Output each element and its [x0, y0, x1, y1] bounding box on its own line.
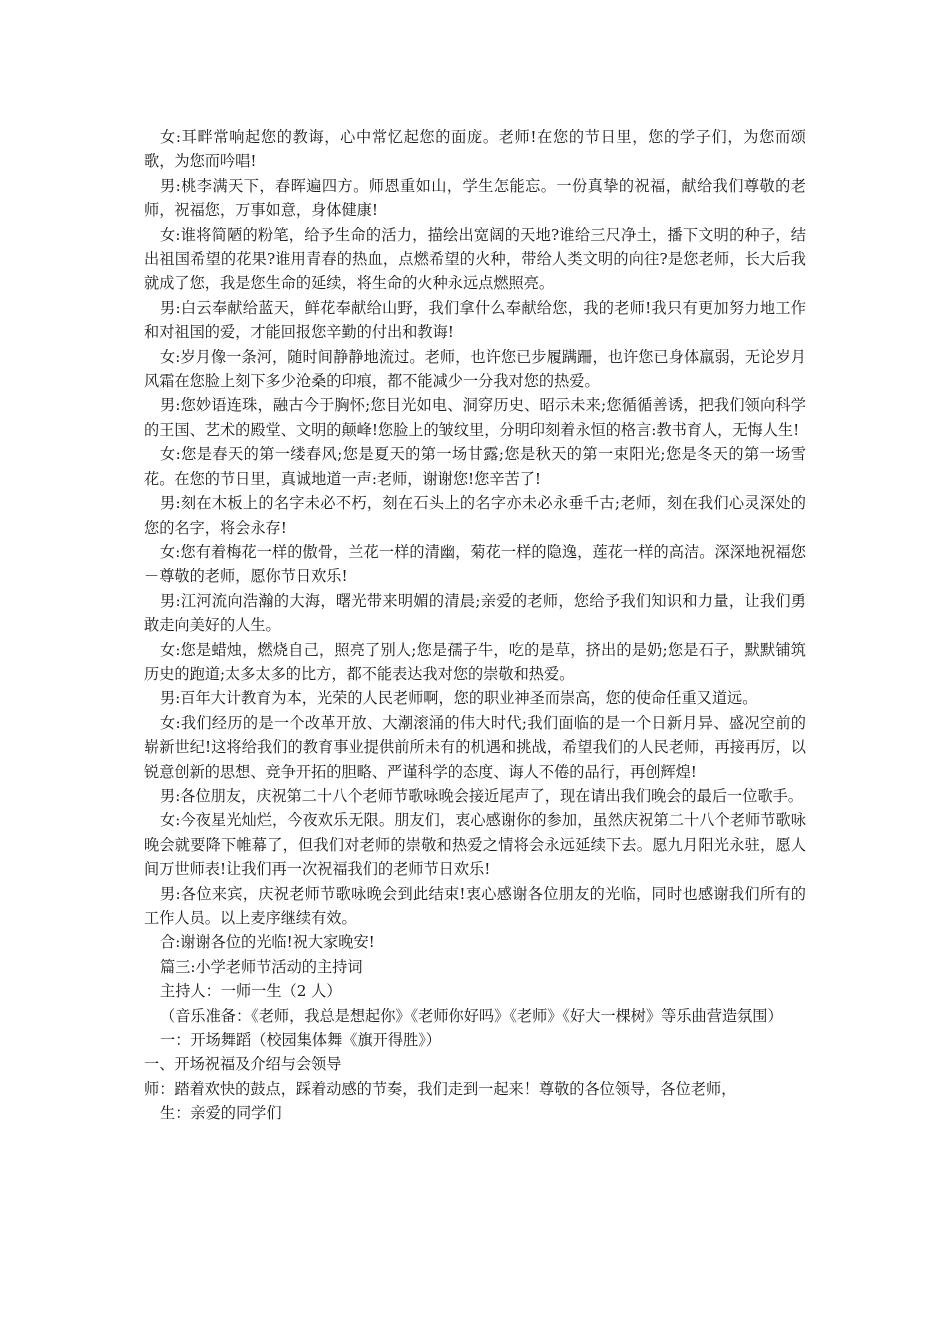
paragraph: 一：开场舞蹈（校园集体舞《旗开得胜》）	[160, 1031, 441, 1050]
paragraph: 男:各位来宾，庆祝老师节歌咏晚会到此结束!衷心感谢各位朋友的光临，同时也感谢我们所有的工作人员。以上麦序继续有效。	[144, 884, 806, 927]
paragraph: 女:谁将简陋的粉笔，给予生命的活力，描绘出宽阔的天地?谁给三尺净土，播下文明的种子，结出祖国希望的花果?谁用青春的热血，点燃希望的火种，带给人类文明的向往?是您老师，长大后我就成了您，我是您生命的延续，将生命的火种永远点燃照亮。	[144, 225, 806, 293]
paragraph: 合:谢谢各位的光临!祝大家晚安!	[160, 933, 375, 952]
paragraph: 女:我们经历的是一个改革开放、大潮滚涌的伟大时代;我们面临的是一个日新月异、盛况空前的崭新世纪!这将给我们的教育事业提供前所未有的机遇和挑战，希望我们的人民老师，再接再厉，以锐意创新的思想、竞争开拓的胆略、严谨科学的态度、诲人不倦的品行，再创辉煌!	[144, 713, 806, 781]
paragraph: 男:您妙语连珠，融古今于胸怀;您目光如电、洞穿历史、昭示未来;您循循善诱，把我们领向科学的王国、艺术的殿堂、文明的颠峰!您脸上的皱纹里，分明印刻着永恒的格言:教书育人，无悔人生!	[144, 396, 806, 439]
paragraph: （音乐准备：《老师，我总是想起你》《老师你好吗》《老师》《好大一棵树》等乐曲营造氛围）	[160, 1006, 783, 1025]
section-heading: 篇三:小学老师节活动的主持词	[160, 957, 363, 976]
paragraph: 女:您有着梅花一样的傲骨，兰花一样的清幽，菊花一样的隐逸，莲花一样的高洁。深深地祝福您－尊敬的老师，愿你节日欢乐!	[144, 542, 806, 586]
paragraph: 男:刻在木板上的名字未必不朽，刻在石头上的名字亦未必永垂千古;老师，刻在我们心灵深处的您的名字，将会永存!	[144, 494, 806, 537]
paragraph: 女:耳畔常响起您的教诲，心中常忆起您的面庞。老师!在您的节日里，您的学子们，为您而颂歌，为您而吟唱!	[144, 128, 806, 171]
paragraph: 师：踏着欢快的鼓点，踩着动感的节奏，我们走到一起来！尊敬的各位领导，各位老师，	[144, 1079, 737, 1098]
paragraph: 生：亲爱的同学们	[160, 1104, 282, 1123]
paragraph: 男:百年大计教育为本，光荣的人民老师啊，您的职业神圣而崇高，您的使命任重又道远。	[160, 689, 758, 708]
paragraph: 女:您是蜡烛，燃烧自己，照亮了别人;您是孺子牛，吃的是草，挤出的是奶;您是石子，默默铺筑历史的跑道;太多太多的比方，都不能表达我对您的崇敬和热爱。	[144, 640, 806, 683]
paragraph: 男:白云奉献给蓝天，鲜花奉献给山野，我们拿什么奉献给您，我的老师!我只有更加努力地工作和对祖国的爱，才能回报您辛勤的付出和教诲!	[144, 298, 806, 342]
document-body	[144, 125, 806, 1126]
paragraph: 女:今夜星光灿烂，今夜欢乐无限。朋友们，衷心感谢你的参加，虽然庆祝第二十八个老师节歌咏晚会就要降下帷幕了，但我们对老师的崇敬和热爱之情将会永远延续下去。愿九月阳光永驻，愿人间万世师表!让我们再一次祝福我们的老师节日欢乐!	[144, 811, 806, 879]
paragraph: 女:您是春天的第一缕春风;您是夏天的第一场甘露;您是秋天的第一束阳光;您是冬天的第一场雪花。在您的节日里，真诚地道一声:老师，谢谢您!您辛苦了!	[144, 445, 806, 488]
paragraph: 男:各位朋友，庆祝第二十八个老师节歌咏晚会接近尾声了，现在请出我们晚会的最后一位歌手。	[160, 786, 803, 805]
paragraph: 男:江河流向浩瀚的大海，曙光带来明媚的清晨;亲爱的老师，您给予我们知识和力量，让我们勇敢走向美好的人生。	[144, 591, 806, 635]
paragraph: 女:岁月像一条河，随时间静静地流过。老师，也许您已步履蹒跚，也许您已身体羸弱，无论岁月风霜在您脸上刻下多少沧桑的印痕，都不能减少一分我对您的热爱。	[144, 347, 806, 391]
paragraph: 主持人：一师一生（2 人）	[160, 982, 342, 1001]
paragraph: 男:桃李满天下，春晖遍四方。师恩重如山，学生怎能忘。一份真挚的祝福，献给我们尊敬的老师，祝福您，万事如意，身体健康!	[144, 176, 806, 220]
paragraph: 一、开场祝福及介绍与会领导	[144, 1055, 342, 1074]
